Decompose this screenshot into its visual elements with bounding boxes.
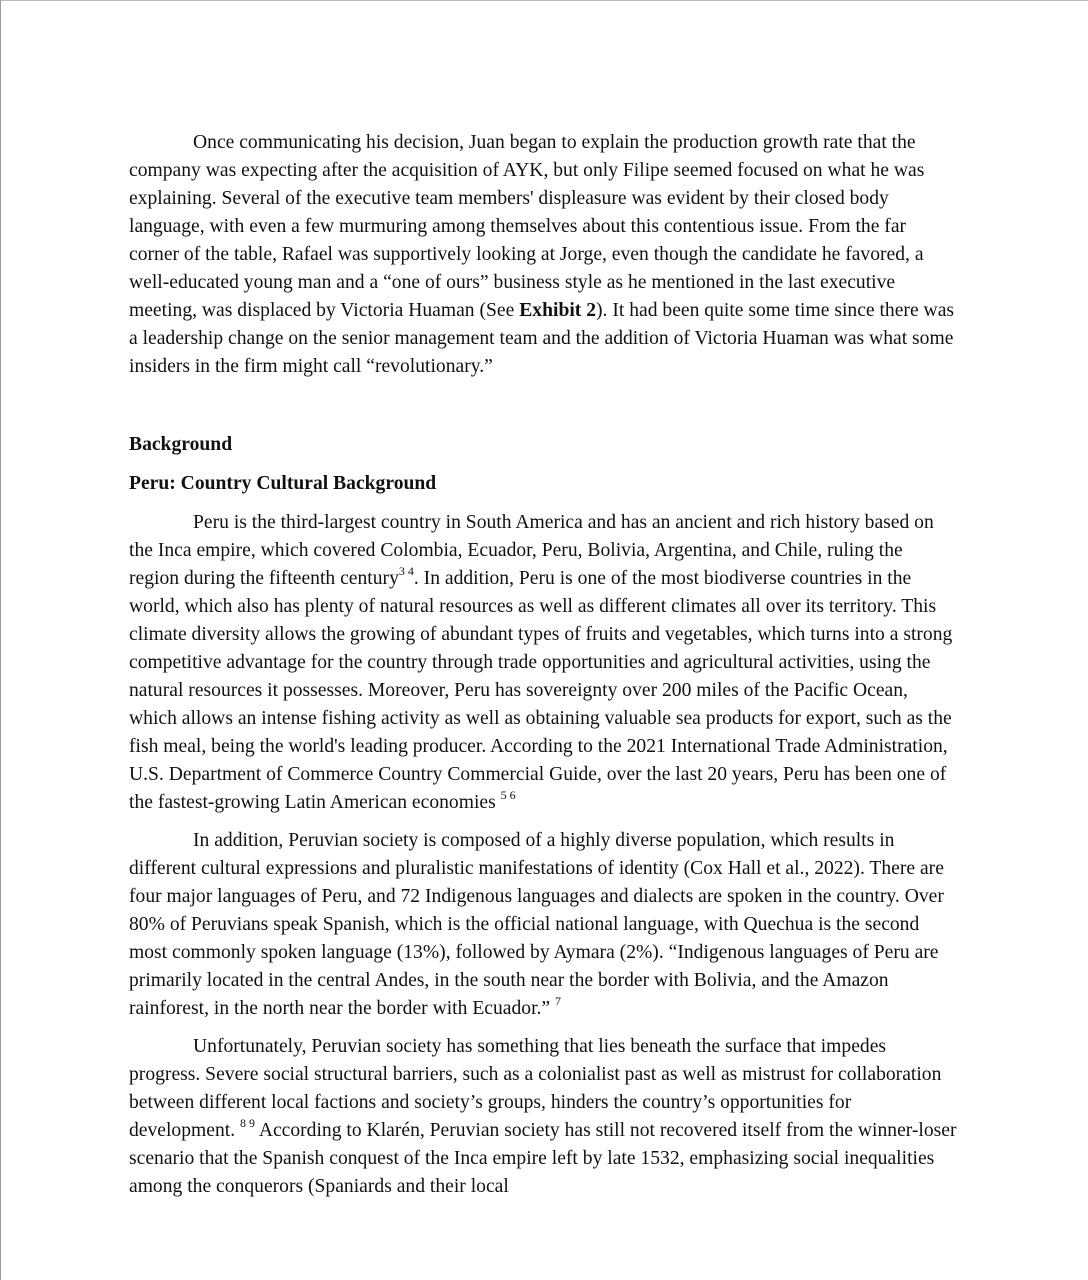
paragraph-3-text-a: Unfortunately, Peruvian society has something that lies beneath the surface that impedes progress. Severe social structural barriers, such as a colonialist past as well as mistrust for collaboration between different local factions and society’s groups, hinders the country’s opportunities for development. bbox=[129, 1036, 942, 1141]
intro-text-after: ). It had been quite some time since there was a leadership change on the senior management team and the addition of Victoria Huaman was what some insiders in the firm might call “revolutionary.” bbox=[129, 300, 955, 377]
document-content bbox=[129, 129, 957, 1201]
paragraph-languages bbox=[129, 827, 957, 1023]
paragraph-spacer bbox=[129, 1023, 957, 1033]
exhibit-reference: Exhibit 2 bbox=[519, 300, 597, 321]
footnote-ref-5-6: 5 6 bbox=[500, 788, 516, 803]
paragraph-spacer bbox=[129, 817, 957, 827]
intro-text-before: Once communicating his decision, Juan began to explain the production growth rate that the company was expecting after the acquisition of AYK, but only Filipe seemed focused on what he was explaining. Several of the executive team members' displeasure was evident by their closed body language, with even a few murmuring among themselves about this contentious issue. From the far corner of the table, Rafael was supportively looking at Jorge, even though the candidate he favored, a well-educated young man and a “one of ours” business style as he mentioned in the last executive meeting, was displaced by Victoria Huaman (See bbox=[129, 132, 925, 321]
paragraph-2-text: In addition, Peruvian society is composed of a highly diverse population, which results in different cultural expressions and pluralistic manifestations of identity (Cox Hall et al., 2022). There are four major languages of Peru, and 72 Indigenous languages and dialects are spoken in the country. Over 80% of Peruvians speak Spanish, which is the official national language, with Quechua is the second most commonly spoken language (13%), followed by Aymara (2%). “Indigenous languages of Peru are primarily located in the central Andes, in the south near the border with Bolivia, and the Amazon rainforest, in the north near the border with Ecuador.” bbox=[129, 830, 944, 1019]
footnote-ref-7: 7 bbox=[555, 994, 562, 1009]
paragraph-1-text-a: Peru is the third-largest country in South America and has an ancient and rich history based on the Inca empire, which covered Colombia, Ecuador, Peru, Bolivia, Argentina, and Chile, ruling the region during the fifteenth century bbox=[129, 512, 934, 589]
subsection-heading: Peru: Country Cultural Background bbox=[129, 473, 437, 494]
paragraph-1-text-b: . In addition, Peru is one of the most biodiverse countries in the world, which also has plenty of natural resources as well as different climates all over its territory. This climate diversity allows the growing of abundant types of fruits and vegetables, which turns into a strong competitive advantage for the country through trade opportunities and agricultural activities, using the natural resources it possesses. Moreover, Peru has sovereignty over 200 miles of the Pacific Ocean, which allows an intense fishing activity as well as obtaining valuable sea products for export, such as the fish meal, being the world's leading producer. According to the 2021 International Trade Administration, U.S. Department of Commerce Country Commercial Guide, over the last 20 years, Peru has been one of the fastest-growing Latin American economies bbox=[129, 568, 953, 813]
footnote-ref-3-4: 3 4 bbox=[398, 564, 414, 579]
intro-paragraph bbox=[129, 129, 957, 381]
paragraph-social-barriers bbox=[129, 1033, 957, 1201]
paragraph-3-text-b: According to Klarén, Peruvian society has still not recovered itself from the winner-loser scenario that the Spanish conquest of the Inca empire left by late 1532, emphasizing social inequalities among the conquerors (Spaniards and their local bbox=[129, 1120, 957, 1197]
footnote-ref-8-9: 8 9 bbox=[240, 1116, 255, 1131]
paragraph-country-background bbox=[129, 509, 957, 817]
section-heading: Background bbox=[129, 434, 233, 455]
heading-spacer bbox=[129, 498, 957, 509]
section-spacer bbox=[129, 381, 957, 431]
